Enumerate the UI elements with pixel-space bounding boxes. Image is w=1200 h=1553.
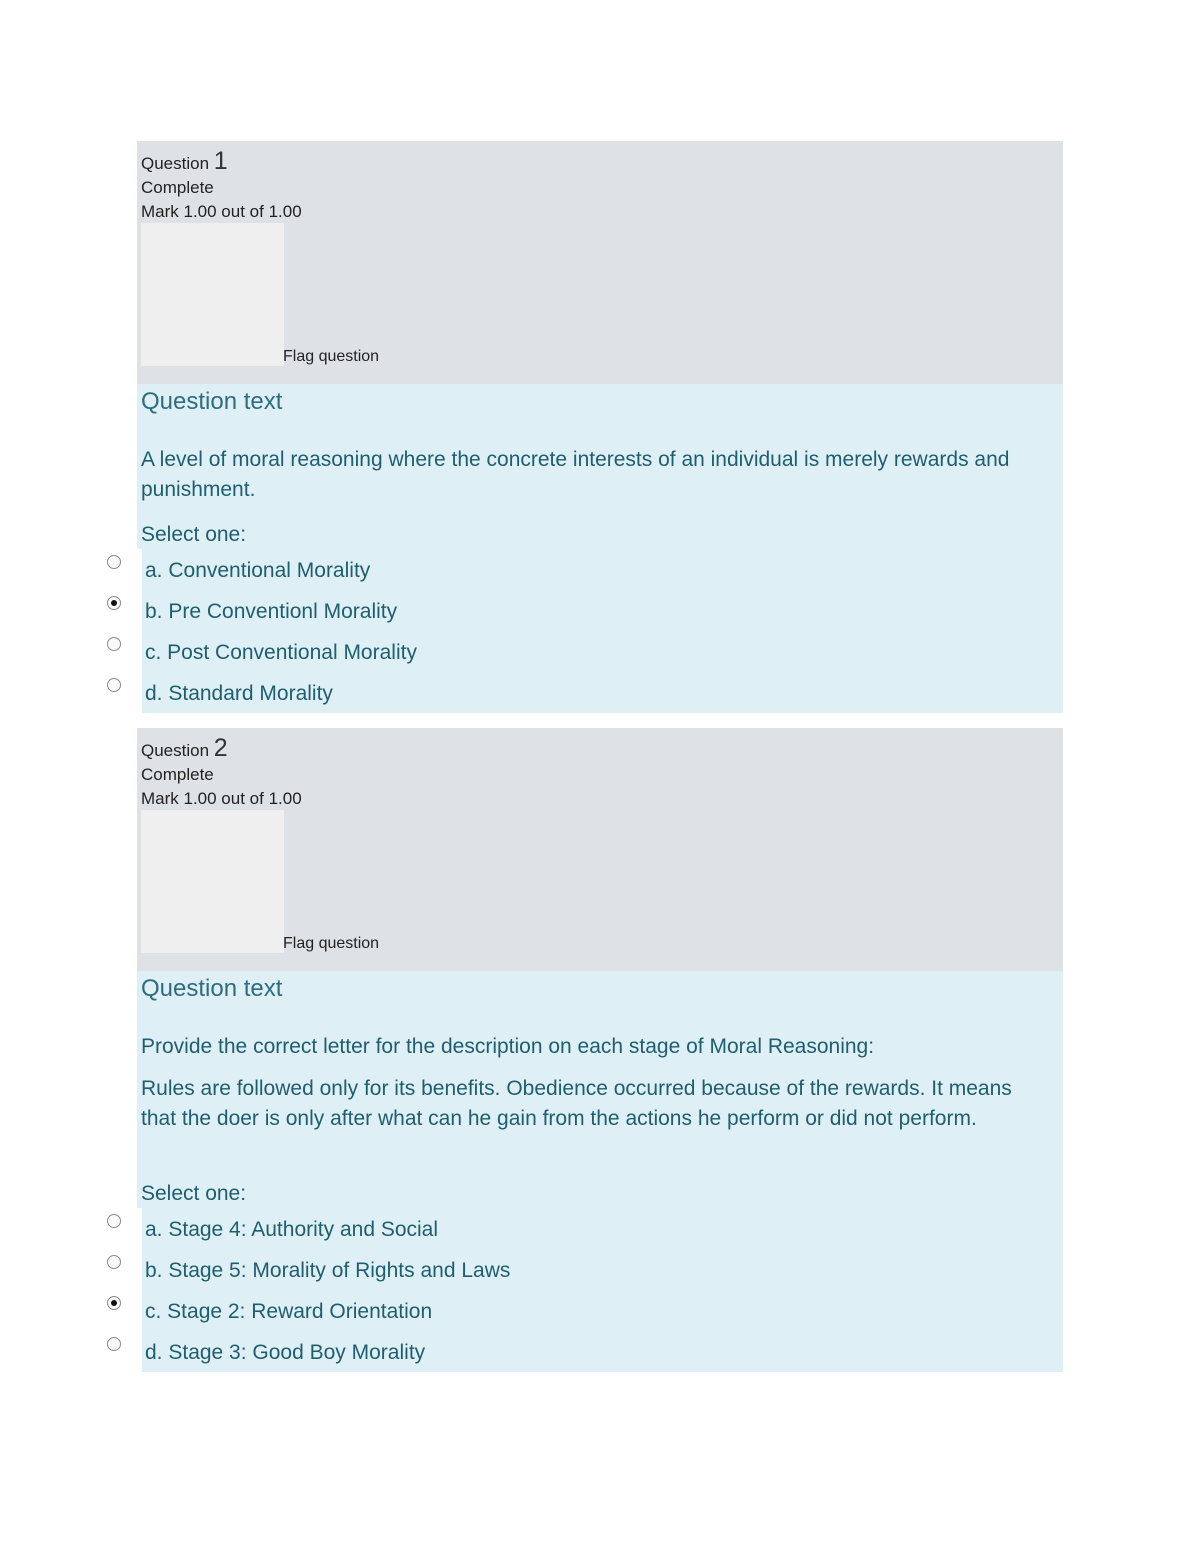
answer-option[interactable] [100,1249,1063,1290]
answer-option[interactable] [100,1208,1063,1249]
answer-label[interactable]: c. Post Conventional Morality [145,641,417,664]
question-grade: Mark 1.00 out of 1.00 [141,789,302,808]
answer-label[interactable]: d. Stage 3: Good Boy Morality [145,1341,426,1364]
radio-button[interactable] [107,1337,121,1351]
radio-button[interactable] [107,678,121,692]
radio-cell [100,1290,142,1331]
question-text-heading: Question text [141,975,283,1002]
question-content [137,384,1063,713]
answer-option[interactable] [100,1290,1063,1331]
question-content [137,971,1063,1372]
radio-cell [100,1331,142,1372]
radio-cell [100,590,142,631]
question-number: 2 [213,734,228,762]
flag-icon[interactable] [141,810,284,953]
radio-cell [100,1249,142,1290]
radio-button[interactable] [107,1214,121,1228]
answer-option[interactable] [100,1331,1063,1372]
radio-cell [100,631,142,672]
flag-question-link[interactable]: Flag question [283,935,380,952]
answer-option[interactable] [100,672,1063,713]
answer-label[interactable]: b. Stage 5: Morality of Rights and Laws [145,1259,511,1282]
radio-button[interactable] [107,637,121,651]
question-grade: Mark 1.00 out of 1.00 [141,202,302,221]
question-number-label [141,147,228,176]
question-state: Complete [141,178,214,197]
question-1 [137,141,1063,713]
answer-label[interactable]: b. Pre Conventionl Morality [145,600,398,623]
question-text: Rules are followed only for its benefits. Obedience occurred because of the rewards. It means that the doer is only after what can he gain from the actions he perform or did not perform. [141,1077,1012,1130]
answer-label[interactable]: c. Stage 2: Reward Orientation [145,1300,433,1323]
answer-label[interactable]: a. Conventional Morality [145,559,371,582]
question-info [137,728,1063,971]
question-info [137,141,1063,384]
radio-button[interactable] [107,1255,121,1269]
select-one-prompt: Select one: [141,1182,247,1205]
question-2 [137,728,1063,1372]
question-text: A level of moral reasoning where the concrete interests of an individual is merely rewards and punishment. [141,448,1010,501]
question-number: 1 [213,147,228,175]
radio-cell [100,1208,142,1249]
question-text-heading: Question text [141,388,283,415]
radio-button-selected[interactable] [107,1296,121,1310]
answer-label[interactable]: d. Standard Morality [145,682,333,705]
answer-option[interactable] [100,590,1063,631]
radio-button[interactable] [107,555,121,569]
answer-option[interactable] [100,549,1063,590]
select-one-prompt: Select one: [141,523,247,546]
question-label: Question [141,741,210,760]
question-state: Complete [141,765,214,784]
question-number-label [141,734,228,763]
flag-question-link[interactable]: Flag question [283,348,380,365]
flag-icon[interactable] [141,223,284,366]
radio-button-selected[interactable] [107,596,121,610]
question-text-intro: Provide the correct letter for the description on each stage of Moral Reasoning: [141,1035,875,1058]
radio-cell [100,672,142,713]
question-label: Question [141,154,210,173]
answer-label[interactable]: a. Stage 4: Authority and Social [145,1218,439,1241]
radio-cell [100,549,142,590]
answer-option[interactable] [100,631,1063,672]
